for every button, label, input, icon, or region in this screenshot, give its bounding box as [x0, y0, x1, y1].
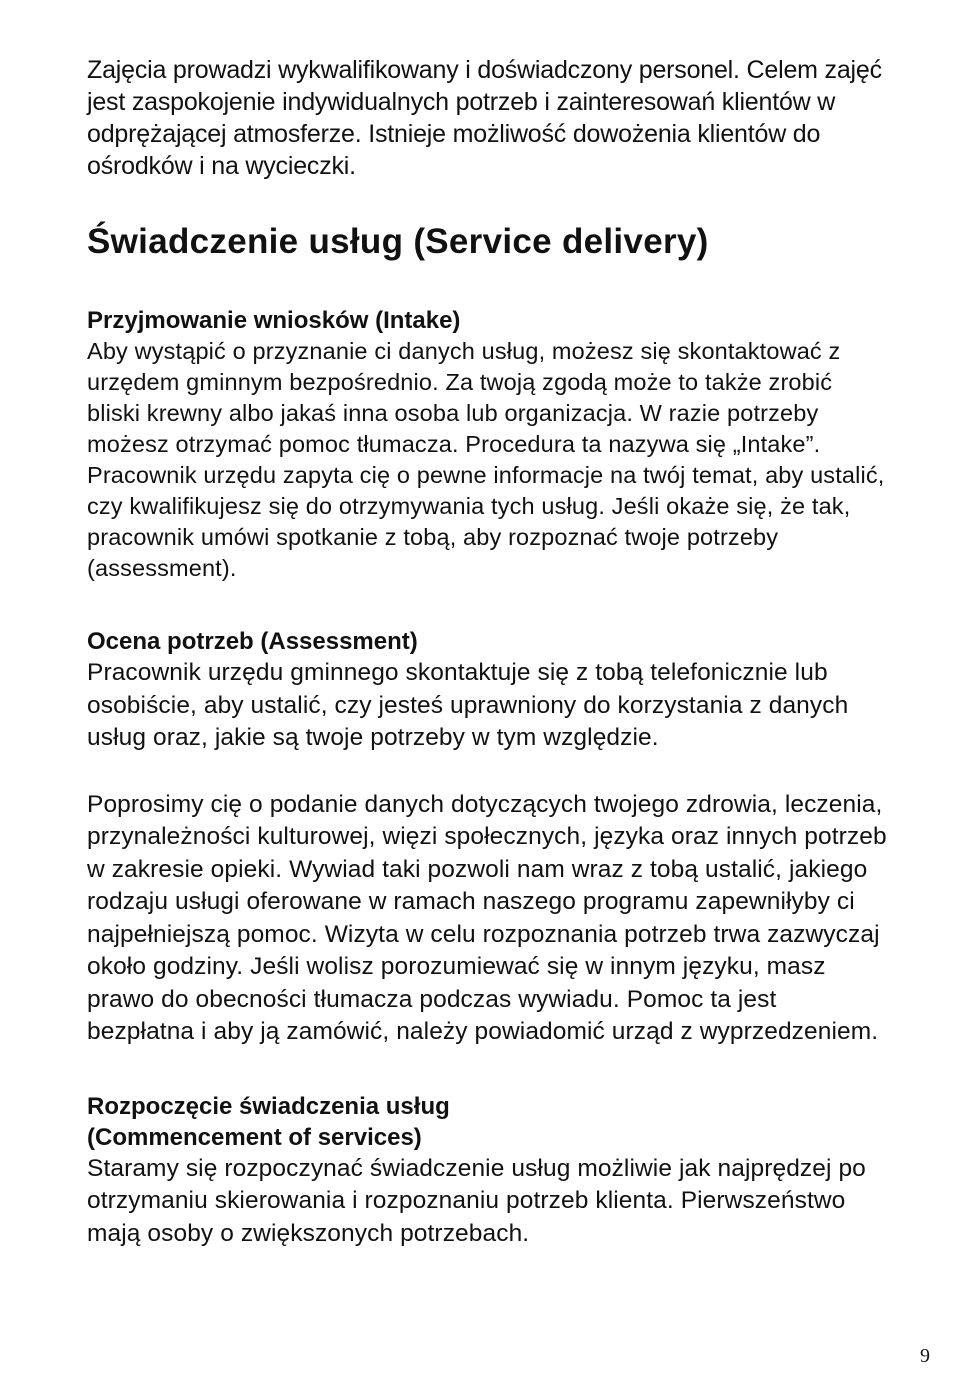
assessment-paragraph-1: Pracownik urzędu gminnego skontaktuje się z tobą telefonicznie lub osobiście, aby ustalić, czy jesteś uprawniony do korzystania z danych usług oraz, jakie są twoje potrzeby w tym względzie. [87, 659, 849, 751]
commencement-paragraph: Staramy się rozpoczynać świadczenie usług możliwie jak najprędzej po otrzymaniu skierowania i rozpoznaniu potrzeb klienta. Pierwszeństwo mają osoby o zwiększonych potrzebach. [87, 1154, 866, 1247]
assessment-heading: Ocena potrzeb (Assessment) [87, 628, 418, 655]
commencement-heading-line-1: Rozpoczęcie świadczenia usług [87, 1092, 450, 1120]
intro-paragraph: Zajęcia prowadzi wykwalifikowany i doświadczony personel. Celem zajęć jest zaspokojenie indywidualnych potrzeb i zainteresowań klientów w odprężającej atmosferze. Istnieje możliwość dowożenia klientów do ośrodków i na wycieczki. [87, 56, 882, 180]
document-page [87, 54, 887, 1250]
intake-heading: Przyjmowanie wniosków (Intake) [87, 307, 461, 334]
commencement-section [87, 1091, 887, 1251]
commencement-heading-line-2: (Commencement of services) [87, 1123, 422, 1151]
intake-paragraph: Aby wystąpić o przyznanie ci danych usług, możesz się skontaktować z urzędem gminnym bezpośrednio. Za twoją zgodą może to także zrobić bliski krewny albo jakaś inna osoba lub organizacja. W razie potrzeby możesz otrzymać pomoc tłumacza. Procedura ta nazywa się „Intake”. Pracownik urzędu zapyta cię o pewne informacje na twój temat, aby ustalić, czy kwalifikujesz się do otrzymywania tych usług. Jeśli okaże się, że tak, pracownik umówi spotkanie z tobą, aby rozpoznać twoje potrzeby (assessment). [87, 338, 885, 581]
assessment-paragraph-2: Poprosimy cię o podanie danych dotyczących twojego zdrowia, leczenia, przynależności kulturowej, więzi społecznych, języka oraz innych potrzeb w zakresie opieki. Wywiad taki pozwoli nam wraz z tobą ustalić, jakiego rodzaju usługi oferowane w ramach naszego programu zapewniłyby ci najpełniejszą pomoc. Wizyta w celu rozpoznania potrzeb trwa zazwyczaj około godziny. Jeśli wolisz porozumiewać się w innym języku, masz prawo do obecności tłumacza podczas wywiadu. Pomoc ta jest bezpłatna i aby ją zamówić, należy powiadomić urząd z wyprzedzeniem. [87, 790, 887, 1045]
main-heading: Świadczenie usług (Service delivery) [87, 222, 709, 261]
assessment-section [87, 626, 887, 1049]
page-number: 9 [920, 1345, 930, 1367]
intake-section [87, 305, 887, 584]
